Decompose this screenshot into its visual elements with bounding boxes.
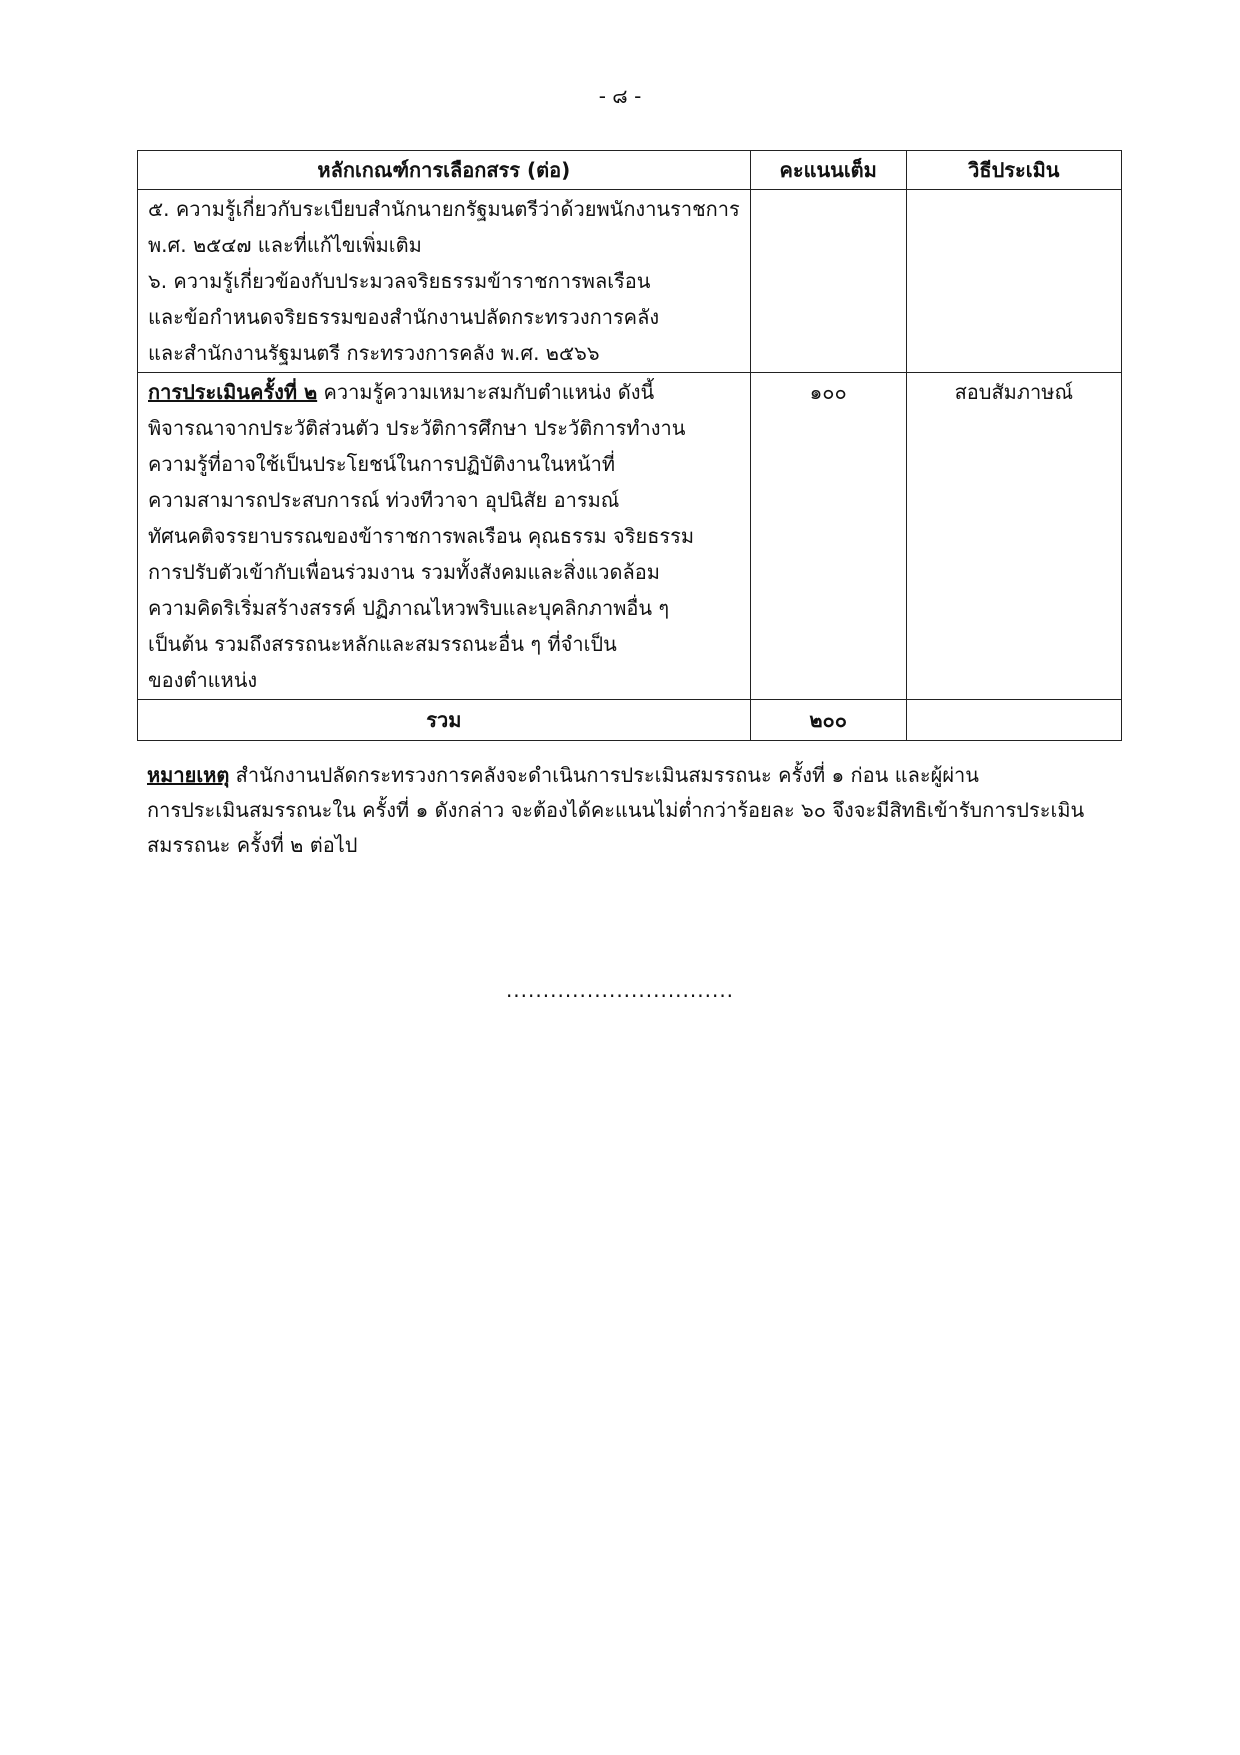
note-text: สำนักงานปลัดกระทรวงการคลังจะดำเนินการประเมินสมรรถนะ ครั้งที่ ๑ ก่อน และผู้ผ่าน: [229, 763, 979, 787]
criteria-line: ของตำแหน่ง: [148, 668, 258, 692]
criteria-line: ความคิดริเริ่มสร้างสรรค์ ปฏิภาณไหวพริบและบุคลิกภาพอื่น ๆ: [148, 596, 670, 620]
method-cell: [906, 190, 1121, 373]
header-full-score: คะแนนเต็ม: [750, 151, 906, 190]
end-mark: ...............................: [505, 978, 735, 1002]
assessment-heading: การประเมินครั้งที่ ๒: [148, 380, 318, 404]
table-row: [138, 373, 1122, 700]
criteria-line: การปรับตัวเข้ากับเพื่อนร่วมงาน รวมทั้งสังคมและสิ่งแวดล้อม: [148, 560, 660, 584]
criteria-line: ๕. ความรู้เกี่ยวกับระเบียบสำนักนายกรัฐมนตรีว่าด้วยพนักงานราชการ: [148, 197, 740, 221]
criteria-line: ความสามารถประสบการณ์ ท่วงทีวาจา อุปนิสัย อารมณ์: [148, 488, 620, 512]
header-method: วิธีประเมิน: [906, 151, 1121, 190]
criteria-line: พิจารณาจากประวัติส่วนตัว ประวัติการศึกษา ประวัติการทำงาน: [148, 416, 686, 440]
total-label: รวม: [138, 700, 751, 741]
note-paragraph: [147, 758, 1122, 863]
note-line: สมรรถนะ ครั้งที่ ๒ ต่อไป: [147, 833, 358, 857]
criteria-cell: [138, 190, 751, 373]
criteria-line: ๖. ความรู้เกี่ยวข้องกับประมวลจริยธรรมข้าราชการพลเรือน: [148, 269, 651, 293]
criteria-line: ความรู้ที่อาจใช้เป็นประโยชน์ในการปฏิบัติงานในหน้าที่: [148, 452, 616, 476]
header-criteria: หลักเกณฑ์การเลือกสรร (ต่อ): [138, 151, 751, 190]
score-cell: [750, 190, 906, 373]
criteria-line: เป็นต้น รวมถึงสรรถนะหลักและสมรรถนะอื่น ๆ ที่จำเป็น: [148, 632, 617, 656]
total-row: [138, 700, 1122, 741]
assessment-heading-rest: ความรู้ความเหมาะสมกับตำแหน่ง ดังนี้: [317, 380, 655, 404]
total-score: ๒๐๐: [750, 700, 906, 741]
criteria-table: [137, 150, 1122, 741]
criteria-line: และสำนักงานรัฐมนตรี กระทรวงการคลัง พ.ศ. ๒๕๖๖: [148, 341, 600, 365]
note-line: [147, 758, 1122, 793]
total-method: [906, 700, 1121, 741]
note-line: การประเมินสมรรถนะใน ครั้งที่ ๑ ดังกล่าว จะต้องได้คะแนนไม่ต่ำกว่าร้อยละ ๖๐ จึงจะมีสิทธิเข้ารับการประเมิน: [147, 798, 1085, 822]
method-cell: สอบสัมภาษณ์: [906, 373, 1121, 700]
criteria-line: [148, 374, 740, 410]
criteria-line: พ.ศ. ๒๕๔๗ และที่แก้ไขเพิ่มเติม: [148, 233, 422, 257]
note-label: หมายเหตุ: [147, 763, 230, 787]
criteria-line: ทัศนคติจรรยาบรรณของข้าราชการพลเรือน คุณธรรม จริยธรรม: [148, 524, 695, 548]
table-header-row: [138, 151, 1122, 190]
criteria-cell: [138, 373, 751, 700]
table-row: [138, 190, 1122, 373]
score-cell: ๑๐๐: [750, 373, 906, 700]
page-number: - ๘ -: [598, 84, 642, 108]
criteria-line: และข้อกำหนดจริยธรรมของสำนักงานปลัดกระทรวงการคลัง: [148, 305, 660, 329]
